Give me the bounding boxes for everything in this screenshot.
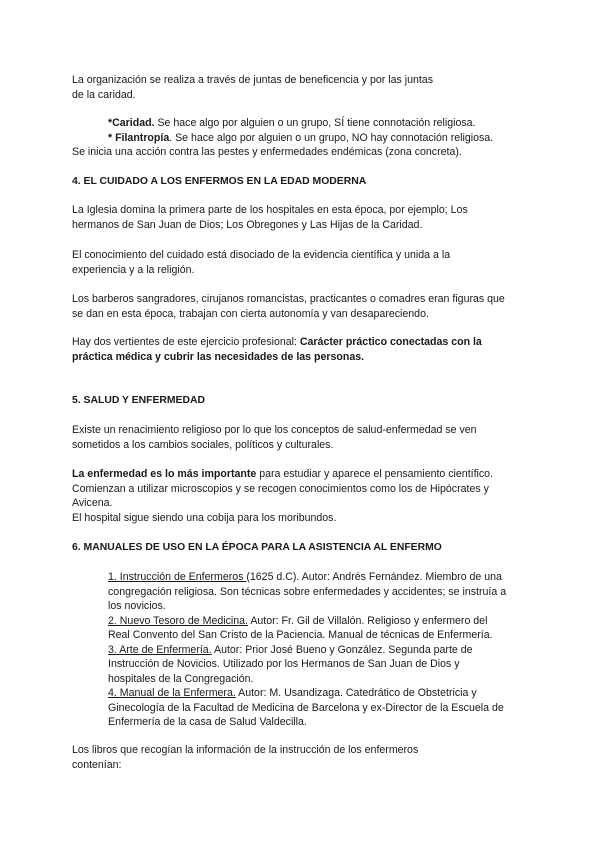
- text-line: sometidos a los cambios sociales, políticos y culturales.: [72, 438, 334, 451]
- paragraph: [72, 743, 542, 772]
- text-line: El conocimiento del cuidado está disociado de la evidencia científica y unida a la: [72, 249, 451, 261]
- text: (1625 d.C). Autor: Andrés Fernández. Miembro de una: [246, 571, 502, 583]
- section-6-heading: 6. MANUALES DE USO EN LA ÉPOCA PARA LA ASISTENCIA AL ENFERMO: [72, 542, 442, 553]
- text: Autor: Prior José Bueno y González. Segunda parte de: [211, 643, 473, 656]
- term: * Filantropía: [108, 131, 170, 144]
- text-line: de la caridad.: [72, 88, 136, 101]
- text-line: La organización se realiza a través de juntas de beneficencia y por las juntas: [72, 74, 433, 86]
- text-line: contenían:: [72, 758, 122, 771]
- text: Autor: M. Usandizaga. Catedrático de Obstetricia y: [235, 687, 477, 699]
- paragraph: [72, 423, 542, 452]
- text-line: congregación religiosa. Son técnicas sobre enfermedades y accidentes; se instruía a: [108, 585, 507, 598]
- text-line: los novicios.: [108, 600, 166, 612]
- manual-item: [108, 570, 548, 585]
- definition-caridad: [108, 116, 548, 131]
- term: *Caridad.: [108, 117, 155, 129]
- text-line: hospitales de la Congregación.: [108, 672, 254, 685]
- definition-text: Se hace algo por alguien o un grupo, SÍ tiene connotación religiosa.: [154, 117, 476, 129]
- manual-item: [108, 643, 548, 658]
- text-line: Instrucción de Novicios. Utilizado por los Hermanos de San Juan de Dios y: [108, 658, 460, 670]
- text: para estudiar y aparece el pensamiento científico.: [256, 468, 494, 480]
- manual-title: 4. Manual de la Enfermera.: [108, 687, 236, 699]
- text-line: El hospital sigue siendo una cobija para los moribundos.: [72, 511, 337, 524]
- text-line: Real Convento del San Cristo de la Paciencia. Manual de técnicas de Enfermería.: [108, 629, 493, 641]
- text: Hay dos vertientes de este ejercicio profesional:: [72, 336, 300, 348]
- paragraph: [72, 248, 542, 277]
- manual-item: [108, 614, 548, 629]
- text-line: se dan en esta época, trabajan con cierta autonomía y van desapareciendo.: [72, 307, 429, 320]
- text-line: Los libros que recogían la información de la instrucción de los enfermeros: [72, 744, 419, 756]
- text-line: Ginecología de la Facultad de Medicina de Barcelona y ex-Director de la Escuela de: [108, 701, 504, 714]
- text-line: [72, 467, 542, 482]
- definition-filantropia: [108, 131, 548, 146]
- paragraph: [72, 467, 542, 525]
- section-4-heading: 4. EL CUIDADO A LOS ENFERMOS EN LA EDAD MODERNA: [72, 176, 367, 187]
- manual-title: 2. Nuevo Tesoro de Medicina.: [108, 614, 248, 627]
- bold-text: La enfermedad es lo más importante: [72, 468, 257, 480]
- paragraph: [72, 203, 542, 232]
- manual-title: 1. Instrucción de Enfermeros: [108, 571, 247, 583]
- text-line: La Iglesia domina la primera parte de los hospitales en esta época, por ejemplo; Los: [72, 204, 468, 216]
- text: Autor: Fr. Gil de Villalón. Religioso y enfermero del: [247, 614, 488, 627]
- bold-text: Carácter práctico conectadas con la: [299, 336, 482, 348]
- paragraph: [72, 335, 542, 364]
- definition-text: . Se hace algo por alguien o un grupo, NO hay connotación religiosa.: [169, 131, 494, 144]
- text-line: Avicena.: [72, 497, 113, 509]
- manuals-list: [108, 570, 548, 730]
- intro-paragraph: [72, 73, 542, 102]
- text-line: Los barberos sangradores, cirujanos romancistas, practicantes o comadres eran figuras que: [72, 293, 505, 305]
- bold-line: práctica médica y cubrir las necesidades de las personas.: [72, 350, 365, 363]
- section-5-heading: 5. SALUD Y ENFERMEDAD: [72, 395, 205, 406]
- text-line: hermanos de San Juan de Dios; Los Obregones y Las Hijas de la Caridad.: [72, 218, 423, 231]
- text-line: Existe un renacimiento religioso por lo que los conceptos de salud-enfermedad se ven: [72, 424, 477, 436]
- text-line: experiencia y a la religión.: [72, 263, 195, 276]
- manual-title: 3. Arte de Enfermería.: [108, 643, 212, 656]
- text-line: Enfermería de la casa de Salud Valdecilla.: [108, 716, 307, 728]
- text-line: Comienzan a utilizar microscopios y se recogen conocimientos como los de Hipócrates y: [72, 482, 489, 495]
- definitions: [108, 116, 548, 145]
- text-line: Se inicia una acción contra las pestes y enfermedades endémicas (zona concreta).: [72, 146, 462, 158]
- manual-item: [108, 686, 548, 701]
- paragraph: [72, 145, 542, 160]
- paragraph: [72, 292, 542, 321]
- text-line: [72, 335, 542, 350]
